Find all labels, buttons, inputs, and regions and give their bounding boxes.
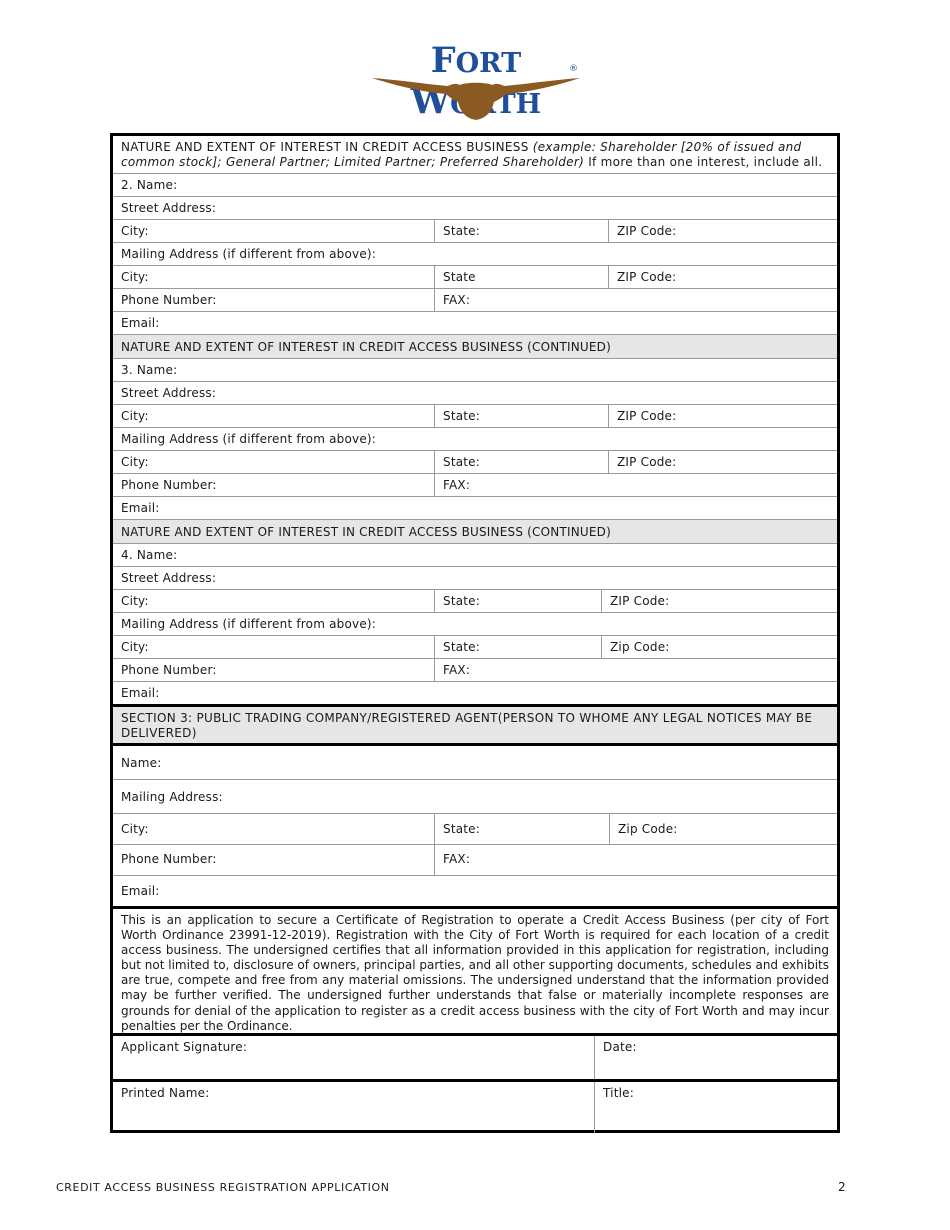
owner4-email-label: Email: [121,686,160,700]
owner3-street-row[interactable] [113,382,837,405]
section3-email-label: Email: [121,884,160,898]
owner3-phone-label: Phone Number: [121,478,217,492]
owner2-city-row [113,220,837,243]
section3-phone-label: Phone Number: [121,852,217,866]
owner4-city-row [113,590,837,613]
owner2-street-label: Street Address: [121,201,217,215]
owner2-fax-field[interactable] [434,289,837,311]
section3-state-label: State: [443,822,481,836]
owner2-city-field[interactable] [113,220,434,242]
owner4-fax-label: FAX: [443,663,471,677]
owner4-state-field[interactable] [434,590,601,612]
owner4-street-row[interactable] [113,567,837,590]
owner2-zip-label: ZIP Code: [617,224,677,238]
logo-wordmark: FORT WORTH [410,40,542,122]
owner4-mail-zip-label: Zip Code: [610,640,670,654]
certification-text: This is an application to secure a Certificate of Registration to operate a Credit Access Business (per city of Fort Worth Ordinance 23991-12-2019). Registration with the City of Fort Worth is required for each location of a credit access business. The undersigned certifies that all information provided in this application for registration, including but not limited to, disclosure of owners, principal parties, and all other supporting documents, schedules and exhibits are true, compete and free from any material omissions. The undersigned understand that the information provided may be further verified. The undersigned further understands that false or materially incomplete responses are grounds for denial of the application to register as a credit access business with the city of Fort Worth and may incur penalties per the Ordinance. [121,913,829,1033]
printed-name-field[interactable] [113,1082,594,1133]
owner2-zip-field[interactable] [608,220,837,242]
interest-header-row [113,136,837,174]
owner2-mail-city-row [113,266,837,289]
owner4-zip-label: ZIP Code: [610,594,670,608]
owner4-email-row[interactable] [113,682,837,707]
owner2-email-row[interactable] [113,312,837,335]
owner2-mailing-label: Mailing Address (if different from above): [121,247,377,261]
fort-worth-logo [370,42,582,122]
owner3-city-row [113,405,837,428]
owner4-city-field[interactable] [113,590,434,612]
owner2-email-label: Email: [121,316,160,330]
owner2-mail-zip-label: ZIP Code: [617,270,677,284]
owner2-phone-row [113,289,837,312]
section3-email-row[interactable] [113,876,837,909]
signature-row [113,1036,837,1082]
printed-name-label: Printed Name: [121,1086,210,1100]
owner3-name-row[interactable] [113,359,837,382]
continued-header-b-row [113,520,837,544]
owner3-fax-field[interactable] [434,474,837,496]
section3-header-row [113,707,837,746]
owner4-phone-row [113,659,837,682]
owner3-mailing-label: Mailing Address (if different from above): [121,432,377,446]
owner4-state-label: State: [443,594,481,608]
owner2-mailing-row[interactable] [113,243,837,266]
owner2-phone-label: Phone Number: [121,293,217,307]
date-field[interactable] [594,1036,837,1079]
owner4-mail-city-label: City: [121,640,149,654]
owner3-mail-state-label: State: [443,455,481,469]
title-field[interactable] [594,1082,837,1133]
owner2-street-row[interactable] [113,197,837,220]
owner4-phone-label: Phone Number: [121,663,217,677]
owner3-mail-zip-field[interactable] [608,451,837,473]
registered-mark: ® [569,64,578,74]
owner2-mail-state-label: State [443,270,476,284]
section3-state-field[interactable] [434,814,609,844]
owner2-state-label: State: [443,224,481,238]
owner2-state-field[interactable] [434,220,608,242]
continued-header-a-row [113,335,837,359]
owner2-mail-city-label: City: [121,270,149,284]
longhorn-icon [370,72,582,122]
owner2-name-row[interactable] [113,174,837,197]
owner3-street-label: Street Address: [121,386,217,400]
owner2-city-label: City: [121,224,149,238]
owner4-mail-city-row [113,636,837,659]
section3-mailing-row[interactable] [113,780,837,814]
owner4-fax-field[interactable] [434,659,837,681]
title-label: Title: [603,1086,634,1100]
owner3-state-field[interactable] [434,405,608,427]
owner3-mail-city-label: City: [121,455,149,469]
owner4-phone-field[interactable] [113,659,434,681]
applicant-signature-label: Applicant Signature: [121,1040,248,1054]
owner4-name-row[interactable] [113,544,837,567]
section3-zip-field[interactable] [609,814,837,844]
continued-header-a: NATURE AND EXTENT OF INTEREST IN CREDIT ACCESS BUSINESS (CONTINUED) [121,340,611,354]
page-number: 2 [838,1180,846,1194]
owner4-street-label: Street Address: [121,571,217,585]
footer-title: CREDIT ACCESS BUSINESS REGISTRATION APPLICATION [56,1181,390,1194]
section3-name-label: Name: [121,756,162,770]
owner3-zip-field[interactable] [608,405,837,427]
section3-fax-field[interactable] [434,845,837,875]
owner4-mail-state-label: State: [443,640,481,654]
certification-row [113,909,837,1036]
owner4-mail-state-field[interactable] [434,636,601,658]
registration-form [110,133,840,1133]
owner4-zip-field[interactable] [601,590,837,612]
owner2-mail-state-field[interactable] [434,266,608,288]
owner2-mail-city-field[interactable] [113,266,434,288]
owner2-name-label: 2. Name: [121,178,178,192]
owner4-city-label: City: [121,594,149,608]
section3-name-row[interactable] [113,746,837,780]
owner4-mailing-label: Mailing Address (if different from above): [121,617,377,631]
owner3-zip-label: ZIP Code: [617,409,677,423]
section3-city-field[interactable] [113,814,434,844]
owner4-name-label: 4. Name: [121,548,178,562]
owner3-city-field[interactable] [113,405,434,427]
section3-mailing-label: Mailing Address: [121,790,223,804]
owner3-name-label: 3. Name: [121,363,178,377]
section3-zip-label: Zip Code: [618,822,678,836]
owner3-email-label: Email: [121,501,160,515]
interest-header: NATURE AND EXTENT OF INTEREST IN CREDIT ACCESS BUSINESS (example: Shareholder [20% of issued and common stock]; General Partner; Limited Partner; Preferred Shareholder) If more than one interest, include all. [121,140,823,169]
owner3-email-row[interactable] [113,497,837,520]
owner4-mail-city-field[interactable] [113,636,434,658]
owner3-mail-state-field[interactable] [434,451,608,473]
owner3-fax-label: FAX: [443,478,471,492]
applicant-signature-field[interactable] [113,1036,594,1079]
owner2-mail-zip-field[interactable] [608,266,837,288]
owner3-city-label: City: [121,409,149,423]
owner3-phone-field[interactable] [113,474,434,496]
owner3-mail-city-row [113,451,837,474]
section3-phone-field[interactable] [113,845,434,875]
owner2-phone-field[interactable] [113,289,434,311]
section3-header: SECTION 3: PUBLIC TRADING COMPANY/REGISTERED AGENT(PERSON TO WHOME ANY LEGAL NOTICES MAY BE DELIVERED) [121,711,813,740]
owner3-phone-row [113,474,837,497]
section3-city-row [113,814,837,845]
owner3-mail-city-field[interactable] [113,451,434,473]
owner3-mail-zip-label: ZIP Code: [617,455,677,469]
owner3-state-label: State: [443,409,481,423]
owner4-mailing-row[interactable] [113,613,837,636]
printed-name-row [113,1082,837,1133]
owner3-mailing-row[interactable] [113,428,837,451]
continued-header-b: NATURE AND EXTENT OF INTEREST IN CREDIT ACCESS BUSINESS (CONTINUED) [121,525,611,539]
owner4-mail-zip-field[interactable] [601,636,837,658]
section3-fax-label: FAX: [443,852,471,866]
owner2-fax-label: FAX: [443,293,471,307]
section3-phone-row [113,845,837,876]
date-label: Date: [603,1040,637,1054]
section3-city-label: City: [121,822,149,836]
